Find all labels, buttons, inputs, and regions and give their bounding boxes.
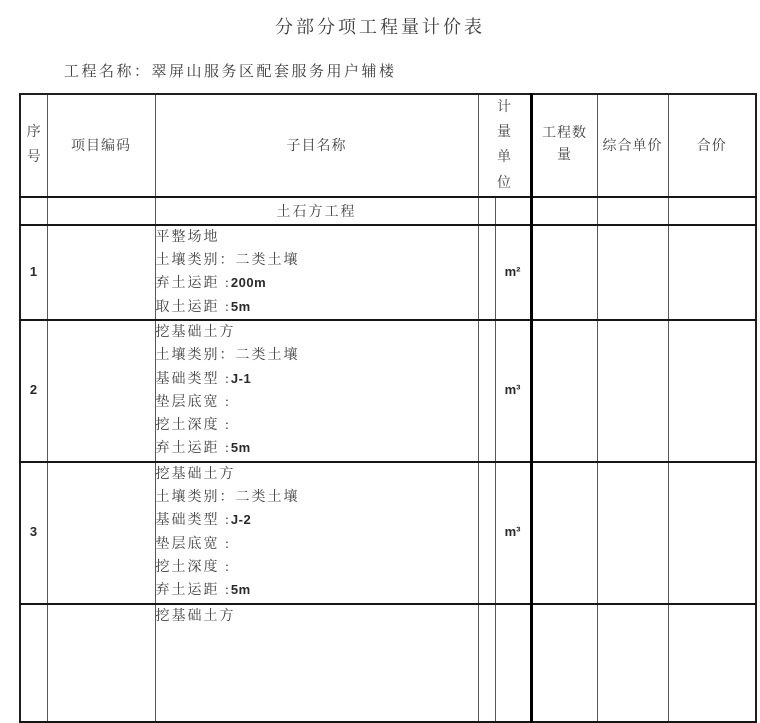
row-number-cell <box>20 604 47 722</box>
unit-price-cell <box>597 320 668 462</box>
item-name-line: 取土运距 :5m <box>155 298 251 315</box>
total-price-cell <box>668 604 756 722</box>
item-name-line: 弃土运距 :5m <box>155 582 251 599</box>
unit-value: m² <box>504 263 521 279</box>
unit-value: m³ <box>504 382 521 398</box>
item-name-cell <box>155 604 478 722</box>
row-number: 1 <box>29 263 38 279</box>
header-cell-name <box>155 94 478 197</box>
item-name-line: 土壤类别：二类土壤 <box>155 253 300 269</box>
table-row-1 <box>20 225 756 320</box>
unit-value: m³ <box>504 524 521 540</box>
header-unit-label: 计量单位 <box>497 100 511 191</box>
unit-price-cell <box>597 462 668 604</box>
header-cell-unit <box>478 94 531 197</box>
section-total-cell <box>668 197 756 225</box>
quantity-pricing-table <box>19 93 757 723</box>
item-name-line: 挖土深度 : <box>155 418 231 434</box>
project-name-label: 工程名称： <box>64 64 152 80</box>
unit-cell <box>495 462 531 604</box>
spacer-cell <box>478 604 495 722</box>
table-row-2 <box>20 320 756 462</box>
row-number: 3 <box>29 524 38 540</box>
quantity-cell <box>531 462 597 604</box>
unit-price-cell <box>597 604 668 722</box>
item-code-cell <box>47 604 155 722</box>
total-price-cell <box>668 462 756 604</box>
item-name-cell <box>155 225 478 320</box>
item-name-line: 垫层底宽 : <box>155 536 231 552</box>
header-cell-unit-price <box>597 94 668 197</box>
item-name-cell <box>155 462 478 604</box>
header-cell-code <box>47 94 155 197</box>
item-name-line: 平整场地 <box>155 229 220 245</box>
project-name-line <box>64 60 397 81</box>
item-name-line: 挖基础土方 <box>155 466 236 482</box>
section-code-cell <box>47 197 155 225</box>
header-no-label: 序号 <box>26 125 41 166</box>
header-unit-price-label: 综合单价 <box>602 139 663 155</box>
spacer-cell <box>478 197 495 225</box>
row-number-cell <box>20 225 47 320</box>
header-code-label: 项目编码 <box>71 139 131 155</box>
item-name-cell <box>155 320 478 462</box>
unit-price-cell <box>597 225 668 320</box>
header-cell-quantity <box>531 94 597 197</box>
item-name-line: 基础类型 :J-2 <box>155 512 252 529</box>
section-row <box>20 197 756 225</box>
project-name-value: 翠屏山服务区配套服务用户辅楼 <box>151 64 397 80</box>
table-row-3 <box>20 462 756 604</box>
unit-cell <box>495 320 531 462</box>
total-price-cell <box>668 225 756 320</box>
page-title: 分部分项工程量计价表 <box>275 17 485 37</box>
header-cell-total <box>668 94 756 197</box>
header-name-label: 子目名称 <box>286 139 347 155</box>
section-no-cell <box>20 197 47 225</box>
item-name-line: 弃土运距 :200m <box>155 275 267 292</box>
header-total-label: 合价 <box>696 139 727 155</box>
unit-cell <box>495 604 531 722</box>
item-name-line: 弃土运距 :5m <box>155 440 251 457</box>
item-name-line: 挖基础土方 <box>155 608 236 624</box>
header-cell-no <box>20 94 47 197</box>
item-code-cell <box>47 320 155 462</box>
row-number-cell <box>20 462 47 604</box>
item-name-line: 挖土深度 : <box>155 559 231 575</box>
item-name-line: 土壤类别：二类土壤 <box>155 490 300 506</box>
spacer-cell <box>478 320 495 462</box>
row-number: 2 <box>29 382 38 398</box>
table-row-4-partial <box>20 604 756 722</box>
total-price-cell <box>668 320 756 462</box>
item-name-line: 基础类型 :J-1 <box>155 370 252 387</box>
spacer-cell <box>478 225 495 320</box>
item-code-cell <box>47 225 155 320</box>
quantity-table-container <box>19 93 758 624</box>
row-number-cell <box>20 320 47 462</box>
section-title: 土石方工程 <box>155 197 478 225</box>
unit-cell <box>495 225 531 320</box>
section-unit-price-cell <box>597 197 668 225</box>
item-code-cell <box>47 462 155 604</box>
item-name-line: 挖基础土方 <box>155 324 236 340</box>
quantity-cell <box>531 225 597 320</box>
item-name-line: 土壤类别：二类土壤 <box>155 348 300 364</box>
spacer-cell <box>478 462 495 604</box>
item-name-line: 垫层底宽 : <box>155 394 231 410</box>
header-row <box>20 94 756 197</box>
quantity-cell <box>531 604 597 722</box>
quantity-cell <box>531 320 597 462</box>
section-quantity-cell <box>531 197 597 225</box>
header-quantity-label: 工程数量 <box>542 125 588 164</box>
section-unit-cell <box>495 197 531 225</box>
